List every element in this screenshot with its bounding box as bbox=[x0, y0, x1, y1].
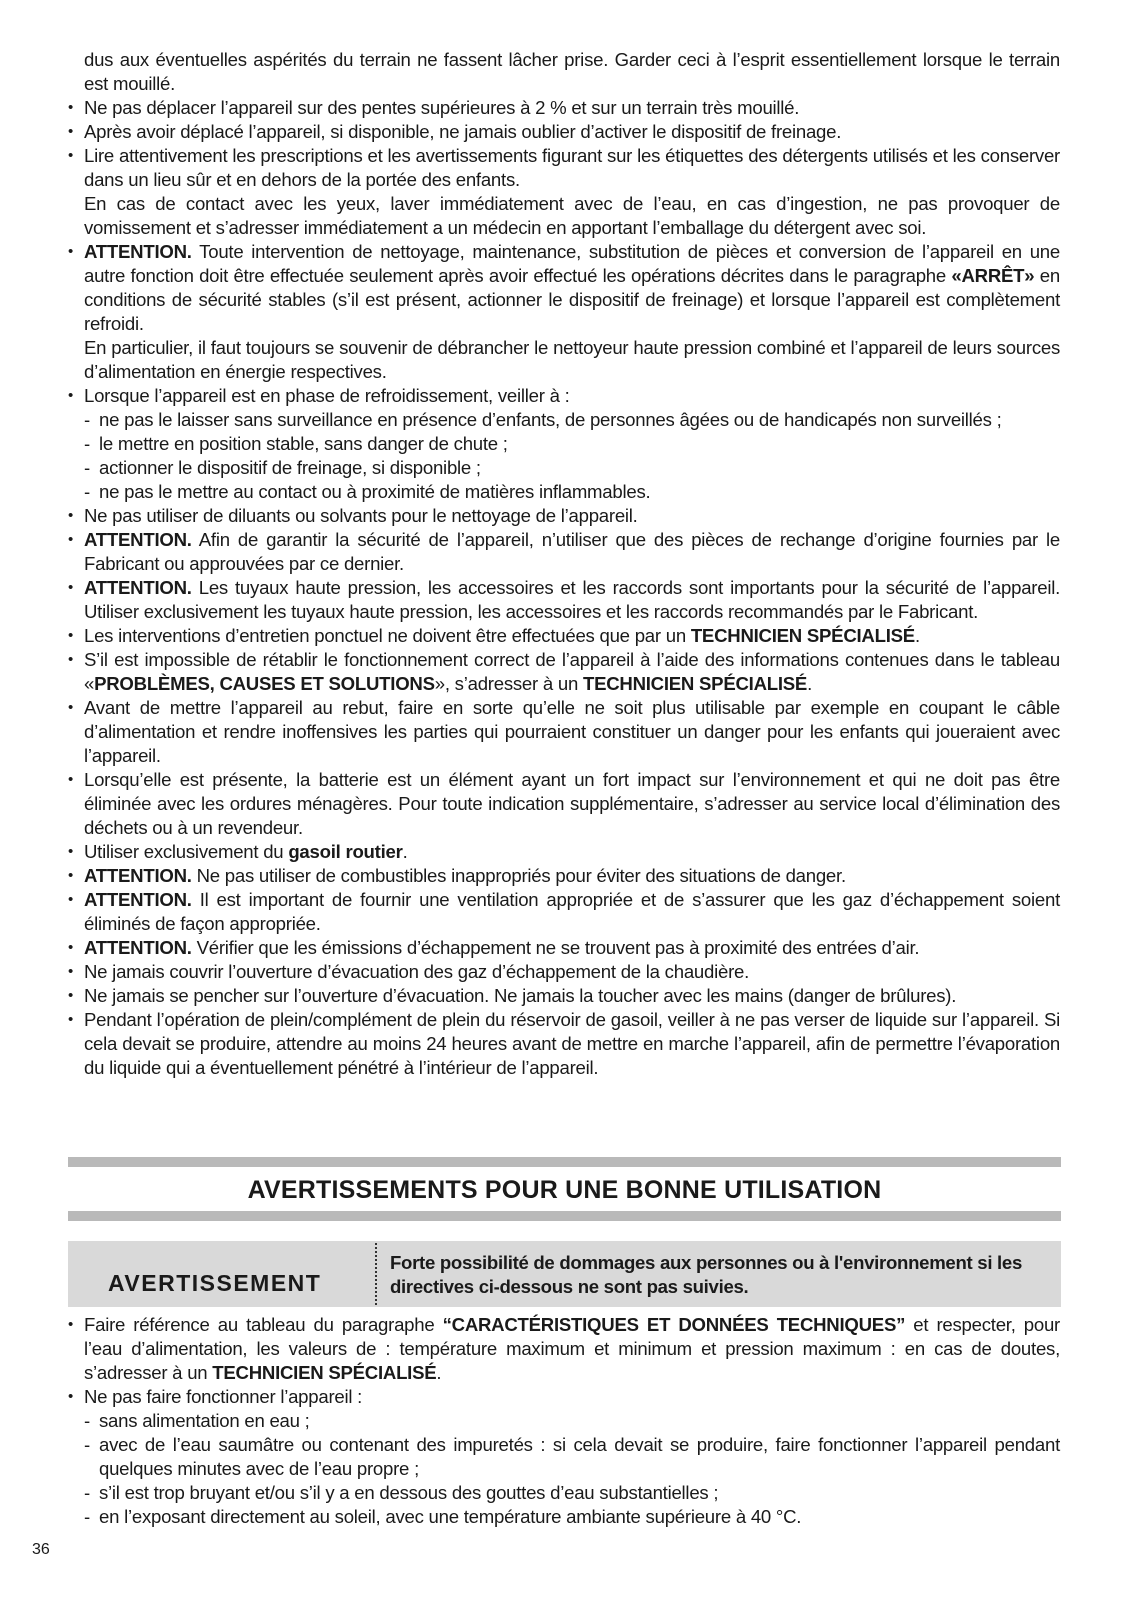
list-item: • Lorsqu’elle est présente, la batterie est un élément ayant un fort impact sur l’environnement et qui ne doit pas être éliminée avec les ordures ménagères. Pour toute indication supplémentaire, s’adresser au service local d’élimination des déchets ou à un revendeur. bbox=[68, 768, 1060, 840]
list-item: • Lire attentivement les prescriptions et les avertissements figurant sur les étiquettes des détergents utilisés et les conserver dans un lieu sûr et en dehors de la portée des enfants. bbox=[68, 144, 1060, 192]
top-text-block bbox=[68, 48, 1060, 1080]
dash-item: - en l’exposant directement au soleil, avec une température ambiante supérieure à 40 °C. bbox=[68, 1505, 1060, 1529]
bold-reference: PROBLÈMES, CAUSES ET SOLUTIONS bbox=[94, 673, 435, 694]
list-item: • Ne pas faire fonctionner l’appareil : bbox=[68, 1385, 1060, 1409]
attention-label: ATTENTION. bbox=[84, 865, 192, 886]
bottom-text-block bbox=[68, 1313, 1060, 1529]
dash-item: - sans alimentation en eau ; bbox=[68, 1409, 1060, 1433]
list-item-text: Les tuyaux haute pression, les accessoires et les raccords sont importants pour la sécurité de l’appareil. Utiliser exclusivement les tuyaux haute pression, les accessoires et les raccords recommandés par le Fabricant. bbox=[84, 577, 1060, 622]
warning-text: Forte possibilité de dommages aux personnes ou à l'environnement si les directives ci-dessous ne sont pas suivies. bbox=[390, 1252, 1023, 1297]
list-item bbox=[68, 240, 1060, 336]
list-item-text: Utiliser exclusivement du bbox=[84, 841, 289, 862]
bold-reference: “CARACTÉRISTIQUES ET DONNÉES TECHNIQUES” bbox=[442, 1314, 906, 1335]
attention-label: ATTENTION. bbox=[84, 937, 192, 958]
warning-box bbox=[68, 1241, 1061, 1307]
list-item-text: . bbox=[807, 673, 812, 694]
dash-item: - actionner le dispositif de freinage, si disponible ; bbox=[68, 456, 1060, 480]
bold-reference: TECHNICIEN SPÉCIALISÉ bbox=[582, 673, 808, 694]
list-item: • Pendant l’opération de plein/complément de plein du réservoir de gasoil, veiller à ne pas verser de liquide sur l’appareil. Si cela devait se produire, attendre au moins 24 heures avant de mettre en marche l’appareil, afin de permettre l’évaporation du liquide qui a éventuellement pénétré à l’intérieur de l’appareil. bbox=[68, 1008, 1060, 1080]
attention-label: ATTENTION. bbox=[84, 241, 192, 262]
warning-separator bbox=[375, 1243, 377, 1305]
list-item-text: . bbox=[914, 625, 920, 646]
list-item: • Ne jamais couvrir l’ouverture d’évacuation des gaz d’échappement de la chaudière. bbox=[68, 960, 1060, 984]
list-item-text: Afin de garantir la sécurité de l’appareil, n’utiliser que des pièces de rechange d’origine fournies par le Fabricant ou approuvées par ce dernier. bbox=[84, 529, 1060, 574]
list-item bbox=[68, 888, 1060, 936]
list-item-text: et respecter, pour l’eau d’alimentation, les valeurs de : température maximum et minimum et pression maximum : en cas de doutes, s’adresser à un bbox=[84, 1314, 1060, 1383]
bold-reference: TECHNICIEN SPÉCIALISÉ bbox=[690, 625, 915, 646]
bold-reference: gasoil routier bbox=[288, 841, 403, 862]
dash-item: - avec de l’eau saumâtre ou contenant des impuretés : si cela devait se produire, faire fonctionner l’appareil pendant quelques minutes avec de l’eau propre ; bbox=[68, 1433, 1060, 1481]
list-item-text: S’il est impossible de rétablir le fonctionnement correct de l’appareil à l’aide des informations contenues dans le tableau « bbox=[84, 649, 1060, 694]
attention-label: ATTENTION. bbox=[84, 889, 192, 910]
list-item bbox=[68, 1313, 1060, 1385]
list-item-text: Il est important de fournir une ventilation appropriée et de s’assurer que les gaz d’échappement soient éliminés de façon appropriée. bbox=[84, 889, 1060, 934]
list-item bbox=[68, 936, 1060, 960]
list-item: • Ne pas déplacer l’appareil sur des pentes supérieures à 2 % et sur un terrain très mouillé. bbox=[68, 96, 1060, 120]
list-item-text: Toute intervention de nettoyage, maintenance, substitution de pièces et conversion de l’appareil en une autre fonction doit être effectuée seulement après avoir effectué les opérations décrites dans le paragraphe bbox=[84, 241, 1060, 286]
list-item-text: . bbox=[436, 1362, 442, 1383]
list-item: • Lorsque l’appareil est en phase de refroidissement, veiller à : bbox=[68, 384, 1060, 408]
list-item: • Ne pas utiliser de diluants ou solvants pour le nettoyage de l’appareil. bbox=[68, 504, 1060, 528]
list-item bbox=[68, 840, 1060, 864]
list-item-text: en conditions de sécurité stables (s’il est présent, actionner le dispositif de freinage) et lorsque l’appareil est complètement refroidi. bbox=[84, 265, 1060, 334]
list-item-text: Ne pas utiliser de combustibles inappropriés pour éviter des situations de danger. bbox=[191, 865, 846, 886]
dash-item: - s’il est trop bruyant et/ou s’il y a en dessous des gouttes d’eau substantielles ; bbox=[68, 1481, 1060, 1505]
section-bottom-rule bbox=[68, 1211, 1061, 1221]
list-item: • Après avoir déplacé l’appareil, si disponible, ne jamais oublier d’activer le dispositif de freinage. bbox=[68, 120, 1060, 144]
attention-label: ATTENTION. bbox=[84, 529, 192, 550]
bold-reference: «ARRÊT» bbox=[951, 265, 1035, 286]
list-item-text: Les interventions d’entretien ponctuel ne doivent être effectuées que par un bbox=[84, 625, 691, 646]
list-item-text: », s’adresser à un bbox=[434, 673, 583, 694]
page-number: 36 bbox=[32, 1541, 50, 1558]
list-item bbox=[68, 528, 1060, 576]
list-item bbox=[68, 864, 1060, 888]
intro-paragraph: dus aux éventuelles aspérités du terrain ne fassent lâcher prise. Garder ceci à l’esprit essentiellement lorsque le terrain est mouillé. bbox=[84, 49, 1060, 94]
list-item bbox=[68, 624, 1060, 648]
section-top-rule bbox=[68, 1157, 1061, 1167]
list-item-text: Faire référence au tableau du paragraphe bbox=[84, 1314, 443, 1335]
bold-reference: TECHNICIEN SPÉCIALISÉ bbox=[212, 1362, 437, 1383]
dash-item: - le mettre en position stable, sans danger de chute ; bbox=[68, 432, 1060, 456]
list-item bbox=[68, 648, 1060, 696]
list-item: • Ne jamais se pencher sur l’ouverture d’évacuation. Ne jamais la toucher avec les mains (danger de brûlures). bbox=[68, 984, 1060, 1008]
attention-label: ATTENTION. bbox=[84, 577, 192, 598]
list-item-continuation: En particulier, il faut toujours se souvenir de débrancher le nettoyeur haute pression combiné et l’appareil de leurs sources d’alimentation en énergie respectives. bbox=[84, 337, 1060, 382]
list-item-text: Vérifier que les émissions d’échappement ne se trouvent pas à proximité des entrées d’air. bbox=[191, 937, 920, 958]
list-item-text: . bbox=[402, 841, 408, 862]
dash-item: - ne pas le laisser sans surveillance en présence d’enfants, de personnes âgées ou de handicapés non surveillés ; bbox=[68, 408, 1060, 432]
list-item-continuation: En cas de contact avec les yeux, laver immédiatement avec de l’eau, en cas d’ingestion, ne pas provoquer de vomissement et s’adresser immédiatement a un médecin en apportant l’emballage du détergent avec soi. bbox=[84, 193, 1060, 238]
list-item bbox=[68, 576, 1060, 624]
dash-item: - ne pas le mettre au contact ou à proximité de matières inflammables. bbox=[68, 480, 1060, 504]
section-title: AVERTISSEMENTS POUR UNE BONNE UTILISATION bbox=[247, 1176, 882, 1204]
warning-label: AVERTISSEMENT bbox=[108, 1270, 322, 1296]
list-item: • Avant de mettre l’appareil au rebut, faire en sorte qu’elle ne soit plus utilisable par exemple en coupant le câble d’alimentation et rendre inoffensives les parties qui pourraient constituer un danger pour les enfants qui joueraient avec l’appareil. bbox=[68, 696, 1060, 768]
